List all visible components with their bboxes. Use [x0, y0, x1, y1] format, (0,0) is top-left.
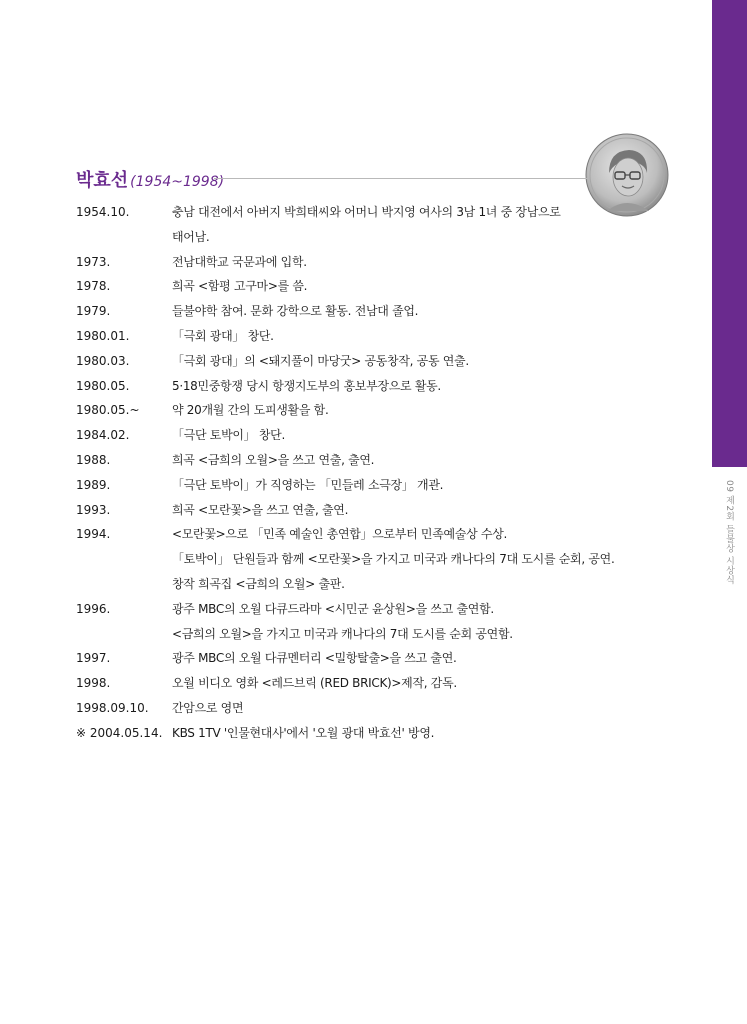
timeline-text: KBS 1TV '인물현대사'에서 '오월 광대 박효선' 방영.: [172, 725, 435, 740]
timeline-date: ※ 2004.05.14.: [76, 725, 163, 740]
timeline-text: 「극회 광대」 창단.: [172, 329, 274, 343]
timeline-row: [0, 696, 712, 720]
timeline-row: [0, 250, 712, 274]
timeline-row: [0, 721, 712, 745]
timeline-date: 1994.: [76, 527, 111, 542]
side-color-tab: [712, 0, 747, 467]
timeline-row: [0, 622, 712, 646]
timeline-date: 1998.09.10.: [76, 701, 149, 715]
timeline-date: 1993.: [76, 502, 111, 517]
timeline-row: [0, 547, 712, 571]
timeline-row: [0, 597, 712, 621]
timeline-date: 1980.01.: [76, 329, 130, 343]
timeline-date: 1979.: [76, 304, 111, 319]
person-name: 박효선: [76, 170, 129, 191]
timeline-text: 「극단 토박이」가 직영하는 「민들레 소극장」 개관.: [172, 477, 444, 492]
timeline-text: 오월 비디오 영화 <레드브릭 (RED BRICK)>제작, 감독.: [172, 676, 457, 691]
timeline-text: 충남 대전에서 아버지 박희태씨와 어머니 박지영 여사의 3남 1녀 중 장남으로: [172, 205, 561, 219]
timeline-row: [0, 522, 712, 546]
timeline-date: 1980.05.~: [76, 403, 140, 418]
timeline-text: 희곡 <모란꽃>을 쓰고 연출, 출연.: [172, 502, 349, 517]
timeline-row: [0, 274, 712, 298]
timeline-row: [0, 324, 712, 348]
timeline-date: 1954.10.: [76, 205, 130, 219]
timeline-row: [0, 225, 712, 249]
timeline-text: <모란꽃>으로 「민족 예술인 총연합」으로부터 민족예술상 수상.: [172, 527, 508, 542]
timeline-text: 간암으로 영면: [172, 701, 244, 715]
timeline-row: [0, 448, 712, 472]
timeline-text: 전남대학교 국문과에 입학.: [172, 254, 307, 269]
timeline-text: 「토박이」 단원들과 함께 <모란꽃>을 가지고 미국과 캐나다의 7대 도시를 순회, 공연.: [172, 552, 615, 567]
timeline-row: [0, 473, 712, 497]
timeline-date: 1980.05.: [76, 378, 130, 393]
timeline-row: [0, 572, 712, 596]
timeline-row: [0, 646, 712, 670]
timeline-row: [0, 349, 712, 373]
timeline-text: <금희의 오월>을 가지고 미국과 캐나다의 7대 도시를 순회 공연함.: [172, 626, 513, 641]
timeline-row: [0, 671, 712, 695]
timeline-text: 태어남.: [172, 229, 210, 244]
timeline-text: 광주 MBC의 오월 다큐멘터리 <밀항탈출>을 쓰고 출연.: [172, 651, 457, 666]
timeline-date: 1998.: [76, 676, 111, 691]
side-caption-text: 09 제2회 들불상 시상식: [724, 480, 734, 585]
timeline-text: 「극회 광대」의 <돼지풀이 마당굿> 공동창작, 공동 연출.: [172, 353, 469, 368]
timeline-row: [0, 299, 712, 323]
timeline-date: 1988.: [76, 453, 111, 467]
heading-rule: [214, 178, 588, 179]
person-years: (1954~1998): [130, 174, 225, 190]
section-heading: [76, 166, 224, 192]
timeline-text: 희곡 <함평 고구마>를 씀.: [172, 279, 308, 294]
timeline-row: [0, 498, 712, 522]
timeline-text: 창작 희곡집 <금희의 오월> 출판.: [172, 577, 345, 591]
timeline-date: 1989.: [76, 477, 111, 492]
timeline-text: 들불야학 참여. 문화 강학으로 활동. 전남대 졸업.: [172, 304, 419, 319]
timeline-date: 1997.: [76, 651, 111, 666]
side-caption: [712, 480, 747, 600]
timeline-row: [0, 374, 712, 398]
timeline-date: 1984.02.: [76, 428, 130, 443]
timeline-text: 광주 MBC의 오월 다큐드라마 <시민군 윤상원>을 쓰고 출연함.: [172, 601, 494, 616]
timeline-date: 1980.03.: [76, 353, 130, 368]
timeline-date: 1996.: [76, 601, 111, 616]
timeline-row: [0, 423, 712, 447]
timeline-date: 1973.: [76, 254, 111, 269]
timeline-text: 5·18민중항쟁 당시 항쟁지도부의 홍보부장으로 활동.: [172, 378, 441, 393]
timeline-row: [0, 200, 712, 224]
timeline-text: 「극단 토박이」 창단.: [172, 428, 285, 443]
timeline-text: 희곡 <금희의 오월>을 쓰고 연출, 출연.: [172, 453, 375, 467]
timeline-date: 1978.: [76, 279, 111, 294]
timeline-row: [0, 398, 712, 422]
timeline-text: 약 20개월 간의 도피생활을 함.: [172, 403, 329, 418]
